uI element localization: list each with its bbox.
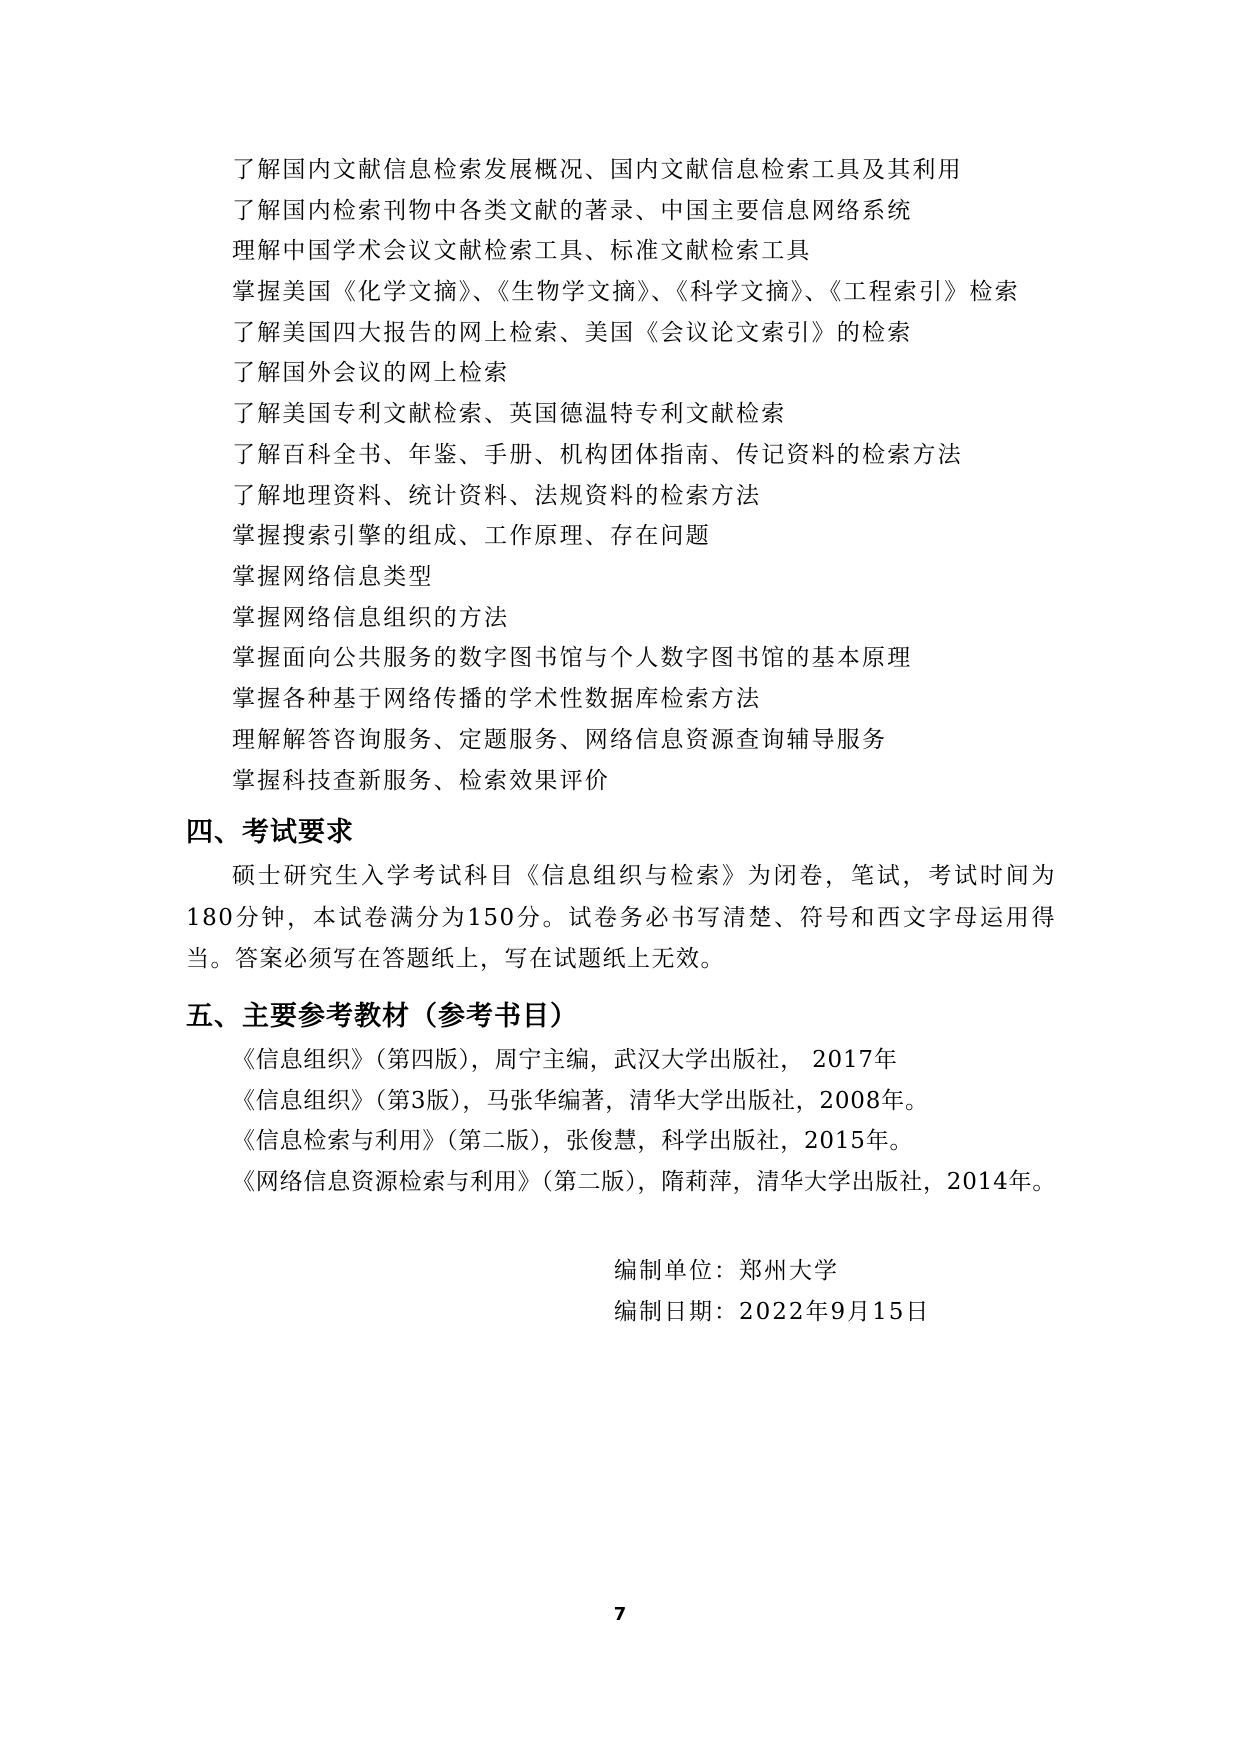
section-heading-exam-requirements: 四、考试要求 <box>186 817 354 848</box>
list-item: 理解中国学术会议文献检索工具、标准文献检索工具 <box>232 238 812 264</box>
reference-item: 《信息组织》（第3版），马张华编著，清华大学出版社，2008年。 <box>232 1088 929 1114</box>
list-item: 掌握搜索引擎的组成、工作原理、存在问题 <box>232 523 711 549</box>
list-item: 了解百科全书、年鉴、手册、机构团体指南、传记资料的检索方法 <box>232 442 963 468</box>
list-item: 了解国内文献信息检索发展概况、国内文献信息检索工具及其利用 <box>232 157 963 183</box>
list-item: 了解美国专利文献检索、英国德温特专利文献检索 <box>232 401 787 427</box>
compiling-date: 编制日期：2022年9月15日 <box>614 1299 931 1325</box>
list-item: 理解解答咨询服务、定题服务、网络信息资源查询辅导服务 <box>232 727 888 753</box>
list-item: 了解国内检索刊物中各类文献的著录、中国主要信息网络系统 <box>232 198 913 224</box>
list-item: 了解地理资料、统计资料、法规资料的检索方法 <box>232 483 762 509</box>
list-item: 掌握网络信息类型 <box>232 564 434 590</box>
list-item: 掌握科技查新服务、检索效果评价 <box>232 768 610 794</box>
list-item: 了解国外会议的网上检索 <box>232 360 510 386</box>
reference-item: 《信息检索与利用》（第二版），张俊慧，科学出版社，2015年。 <box>232 1128 914 1154</box>
reference-item: 《网络信息资源检索与利用》（第二版），隋莉萍，清华大学出版社，2014年。 <box>232 1169 1057 1195</box>
exam-requirements-paragraph: 硕士研究生入学考试科目《信息组织与检索》为闭卷，笔试，考试时间为180分钟，本试卷满分为150分。试卷务必书写清楚、符号和西文字母运用得当。答案必须写在答题纸上，写在试题纸上无效。 <box>186 863 1056 972</box>
section-heading-references: 五、主要参考教材（参考书目） <box>186 1001 578 1032</box>
list-item: 掌握美国《化学文摘》、《生物学文摘》、《科学文摘》、《工程索引》检索 <box>232 279 1020 305</box>
list-item: 掌握面向公共服务的数字图书馆与个人数字图书馆的基本原理 <box>232 645 913 671</box>
reference-item: 《信息组织》（第四版），周宁主编，武汉大学出版社， 2017年 <box>232 1047 898 1073</box>
list-item: 掌握各种基于网络传播的学术性数据库检索方法 <box>232 686 762 712</box>
list-item: 了解美国四大报告的网上检索、美国《会议论文索引》的检索 <box>232 320 913 346</box>
list-item: 掌握网络信息组织的方法 <box>232 605 510 631</box>
page-number: 7 <box>613 1604 627 1625</box>
compiling-unit: 编制单位：郑州大学 <box>614 1258 839 1284</box>
